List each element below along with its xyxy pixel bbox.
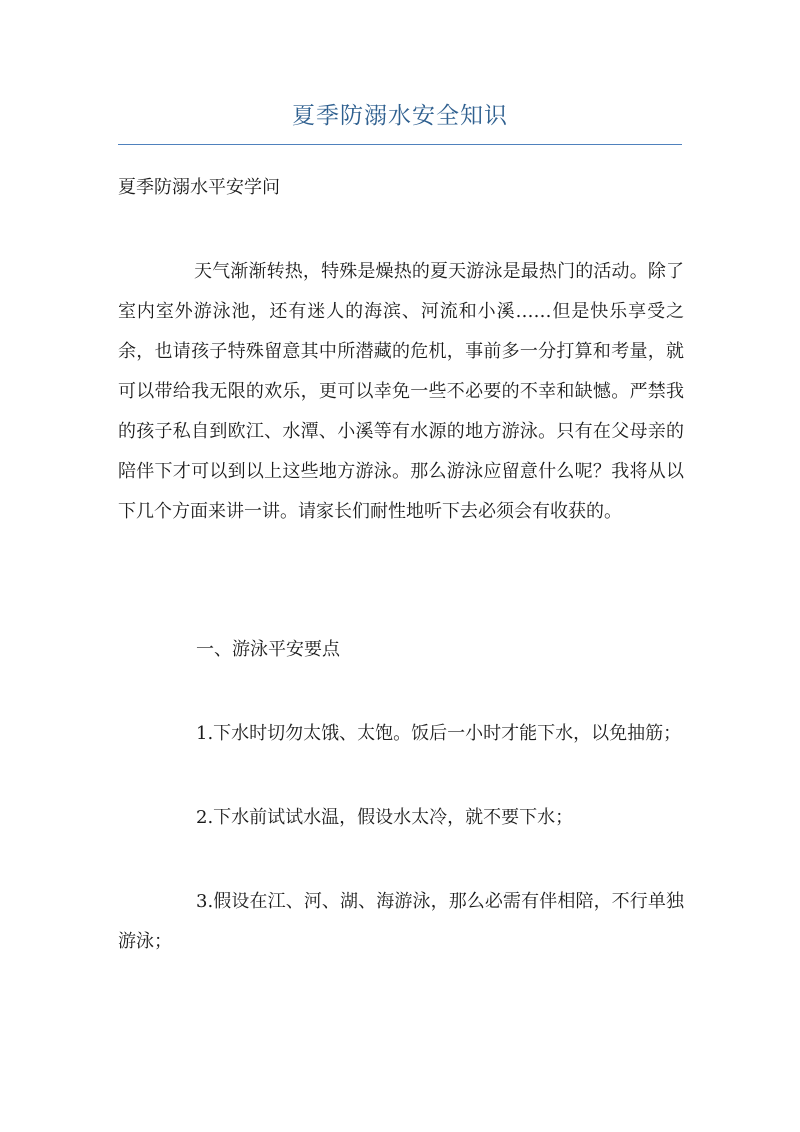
document-subtitle: 夏季防溺水平安学问 <box>118 177 280 198</box>
document-title: 夏季防溺水安全知识 <box>292 103 508 129</box>
section-heading: 一、游泳平安要点 <box>196 639 340 660</box>
list-item: 3.假设在江、河、湖、海游泳，那么必需有伴相陪，不行单独游泳； <box>118 891 684 952</box>
list-item: 2.下水前试试水温，假设水太冷，就不要下水； <box>196 807 574 828</box>
intro-paragraph: 天气渐渐转热，特殊是燥热的夏天游泳是最热门的活动。除了室内室外游泳池，还有迷人的海滨、河流和小溪……但是快乐享受之余，也请孩子特殊留意其中所潜藏的危机，事前多一分打算和考量，就可以带给我无限的欢乐，更可以幸免一些不必要的不幸和缺憾。严禁我的孩子私自到欧江、水潭、小溪等有水源的地方游泳。只有在父母亲的陪伴下才可以到以上这些地方游泳。那么游泳应留意什么呢？我将从以下几个方面来讲一讲。请家长们耐性地听下去必须会有收获的。 <box>118 261 684 522</box>
list-item: 1.下水时切勿太饿、太饱。饭后一小时才能下水，以免抽筋； <box>196 723 682 744</box>
title-underline <box>118 144 682 145</box>
